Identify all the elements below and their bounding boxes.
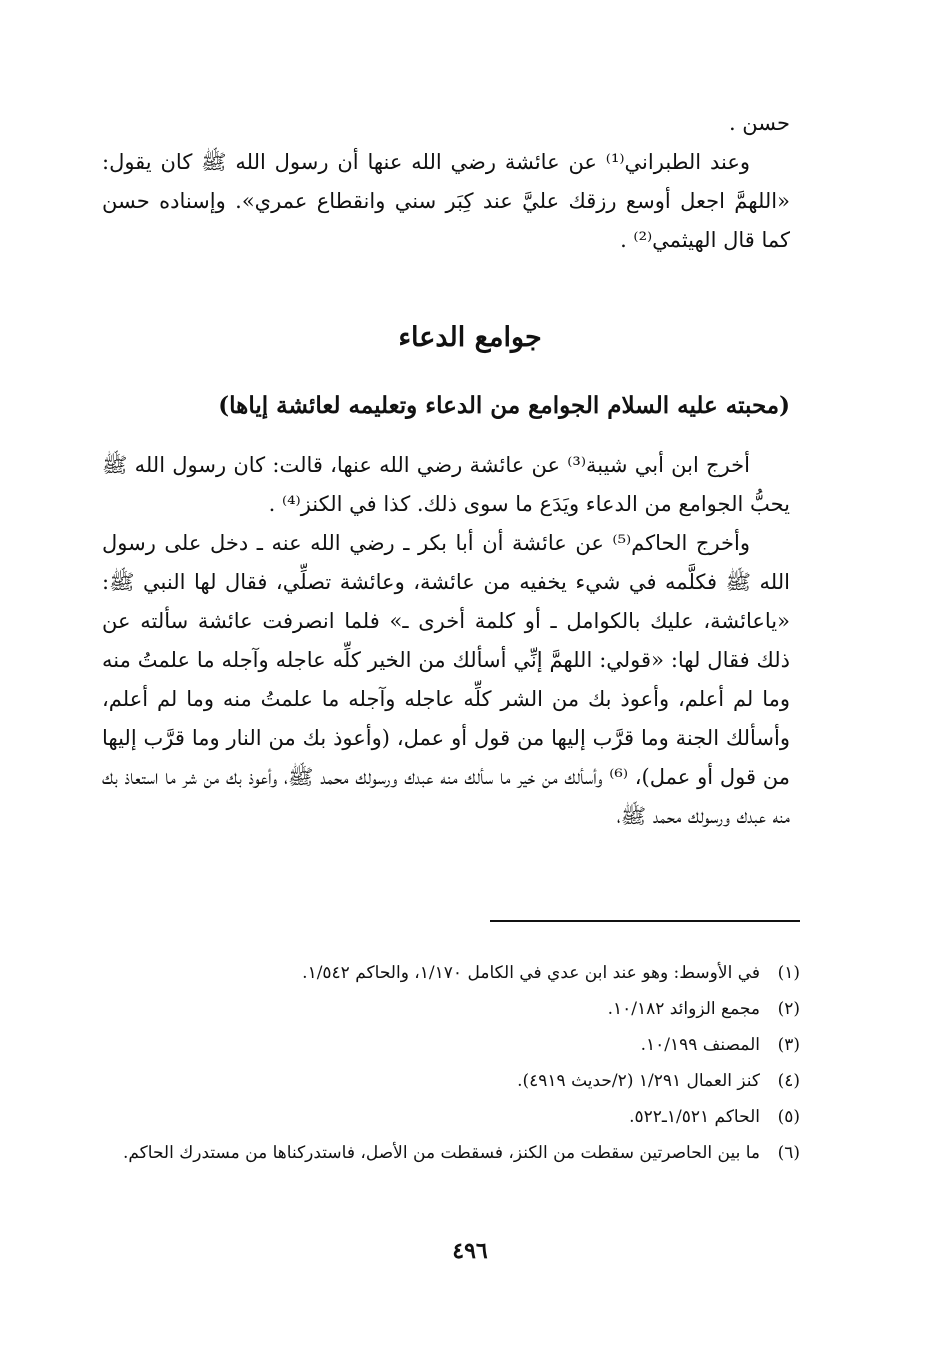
top-text-block (102, 104, 790, 260)
paragraph-ibn-abi-shaybah: أخرج ابن أبي شيبة⁽³⁾ عن عائشة رضي الله عنها، قالت: كان رسول الله ﷺ يحبُّ الجوامع من الدعاء ويَدَع ما سوى ذلك. كذا في الكنز⁽⁴⁾ . (102, 453, 790, 516)
footnote-number: (٥) (777, 1107, 800, 1127)
footnote-text: مجمع الزوائد ١٠/١٨٢. (607, 999, 760, 1019)
footnote-number: (٢) (777, 999, 800, 1019)
footnote-text: كنز العمال ١/٢٩١ (٢/حديث ٤٩١٩). (517, 1071, 760, 1091)
footnote-item (120, 1099, 800, 1135)
footnote-number: (٦) (777, 1143, 800, 1163)
section-heading: جوامع الدعاء (398, 322, 542, 353)
footnote-item (120, 1135, 800, 1171)
footnote-item (120, 1027, 800, 1063)
footnote-item (120, 991, 800, 1027)
footnote-item (120, 955, 800, 991)
footnote-item (120, 1063, 800, 1099)
footnote-text: الحاكم ١/٥٢١ـ٥٢٢. (629, 1107, 760, 1127)
footnote-number: (١) (777, 963, 800, 983)
footnote-text: المصنف ١٠/١٩٩. (640, 1035, 760, 1055)
footnote-text: في الأوسط: وهو عند ابن عدي في الكامل ١/١٧٠، والحاكم ١/٥٤٢. (302, 963, 760, 983)
footnote-text: ما بين الحاصرتين سقطت من الكنز، فسقطت من الأصل، فاستدركناها من مستدرك الحاكم. (122, 1143, 760, 1163)
paragraph-hakim: وأخرج الحاكم⁽⁵⁾ عن عائشة أن أبا بكر ـ رضي الله عنه ـ دخل على رسول الله ﷺ فكلَّمه في شيء يخفيه من عائشة، وعائشة تصلِّي، فقال لها النبي ﷺ: «ياعائشة، عليك بالكوامل ـ أو كلمة أخرى ـ» فلما انصرفت عائشة سألته عن ذلك فقال لها: «قولي: اللهمَّ إنِّي أسألك من الخير كلِّه عاجله وآجله ما علمتُ منه وما لم أعلم، وأعوذ بك من الشر كلِّه عاجله وآجله ما علمتُ منه وما لم أعلم، وأسألك الجنة وما قرَّب إليها من قول أو عمل، (وأعوذ بك من النار وما قرَّب إليها من قول أو عمل)، ⁽⁶⁾ وأسألك من خير ما سألك منه عبدك ورسولك محمد ﷺ، وأعوذ بك من شر ما استعاذ بك منه عبدك ورسولك محمد ﷺ، (102, 531, 790, 828)
page-number: ٤٩٦ (452, 1238, 488, 1264)
paragraph-tabarani: وعند الطبراني⁽¹⁾ عن عائشة رضي الله عنها أن رسول الله ﷺ كان يقول: «اللهمَّ اجعل أوسع رزقك عليَّ عند كِبَر سني وانقطاع عمري». وإسناده حسن كما قال الهيثمي⁽²⁾ . (102, 150, 790, 252)
paragraph-hasan: حسن . (728, 111, 790, 135)
footnote-divider (490, 920, 800, 922)
footnotes (120, 955, 800, 1171)
footnote-number: (٤) (777, 1071, 800, 1091)
section-subheading: (محبته عليه السلام الجوامع من الدعاء وتعليمه لعائشة إياها) (218, 392, 790, 419)
main-text-block (102, 446, 790, 836)
footnote-number: (٣) (777, 1035, 800, 1055)
